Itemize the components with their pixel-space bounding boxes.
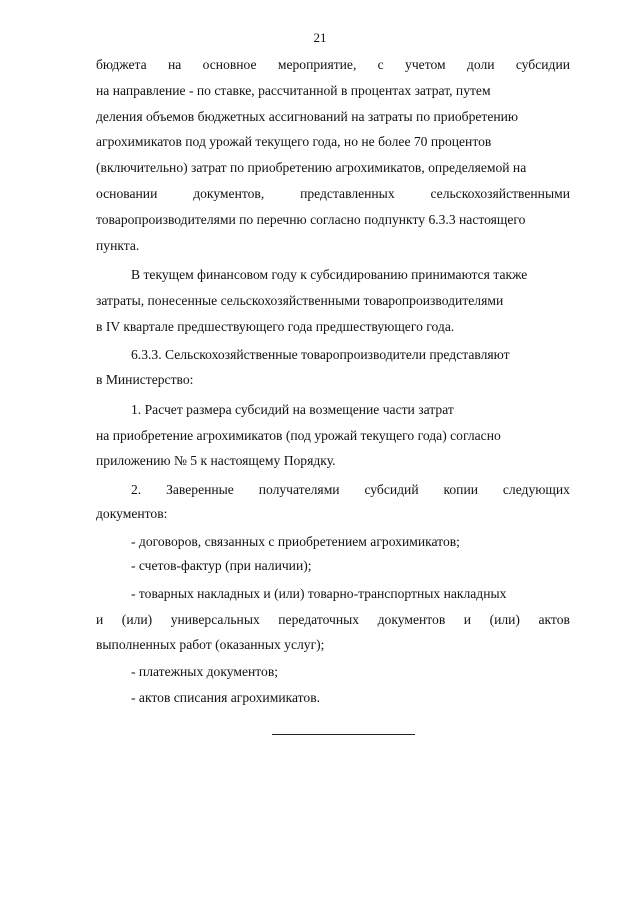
list-item-waybills-line-1: - товарных накладных и (или) товарно-транспортных накладных <box>131 586 507 601</box>
paragraph-2-line-2: затраты, понесенные сельскохозяйственными товаропроизводителями <box>96 293 504 308</box>
word: Заверенные <box>166 482 234 497</box>
word: универсальных <box>170 612 260 627</box>
word: документов <box>377 612 446 627</box>
word: передаточных <box>278 612 360 627</box>
word: учетом <box>405 57 446 72</box>
word: следующих <box>502 482 570 497</box>
paragraph-1-line-6 <box>96 185 570 203</box>
word: сельскохозяйственными <box>430 186 570 201</box>
word: (или) <box>121 612 153 627</box>
word: и <box>463 612 472 627</box>
word: основании <box>96 186 158 201</box>
paragraph-2-line-1: В текущем финансовом году к субсидированию принимаются также <box>131 267 528 282</box>
word: доли <box>466 57 495 72</box>
word: (или) <box>489 612 520 627</box>
paragraph-1-line-5: (включительно) затрат по приобретению агрохимикатов, определяемой на <box>96 160 527 175</box>
paragraph-1-line-8: пункта. <box>96 238 140 253</box>
word: и <box>96 612 104 627</box>
list-item-write-off-acts: - актов списания агрохимикатов. <box>131 690 321 705</box>
paragraph-1-line-1 <box>96 56 570 74</box>
paragraph-3-line-2: в Министерство: <box>96 372 194 387</box>
word: бюджета <box>96 57 147 72</box>
word: субсидий <box>364 482 419 497</box>
word: с <box>377 57 384 72</box>
paragraph-3-line-1: 6.3.3. Сельскохозяйственные товаропроизводители представляют <box>131 347 510 362</box>
word: документов, <box>193 186 265 201</box>
paragraph-1-line-2: на направление - по ставке, рассчитанной в процентах затрат, путем <box>96 83 491 98</box>
word: на <box>168 57 182 72</box>
word: 2. <box>131 482 142 497</box>
word: представленных <box>300 186 395 201</box>
point-1-line-1: 1. Расчет размера субсидий на возмещение части затрат <box>131 402 454 417</box>
paragraph-1-line-3: деления объемов бюджетных ассигнований на затраты по приобретению <box>96 109 519 124</box>
word: копии <box>443 482 479 497</box>
list-item-payment-documents: - платежных документов; <box>131 664 279 679</box>
end-separator-line <box>272 734 415 735</box>
list-item-contracts: - договоров, связанных с приобретением агрохимикатов; <box>131 534 460 549</box>
paragraph-2-line-3: в IV квартале предшествующего года предшествующего года. <box>96 319 455 334</box>
word: субсидии <box>515 57 570 72</box>
page-number: 21 <box>313 30 327 45</box>
paragraph-1-line-4: агрохимикатов под урожай текущего года, но не более 70 процентов <box>96 134 492 149</box>
word: мероприятие, <box>277 57 357 72</box>
point-2-line-1 <box>131 481 570 499</box>
paragraph-1-line-7: товаропроизводителями по перечню согласно подпункту 6.3.3 настоящего <box>96 212 526 227</box>
word: актов <box>538 612 570 627</box>
word: основное <box>202 57 257 72</box>
point-1-line-3: приложению № 5 к настоящему Порядку. <box>96 453 336 468</box>
point-2-line-2: документов: <box>96 506 168 521</box>
list-item-waybills-line-3: выполненных работ (оказанных услуг); <box>96 637 325 652</box>
list-item-waybills-line-2 <box>96 611 570 629</box>
point-1-line-2: на приобретение агрохимикатов (под урожай текущего года) согласно <box>96 428 501 443</box>
list-item-invoices: - счетов-фактур (при наличии); <box>131 558 312 573</box>
word: получателями <box>258 482 340 497</box>
